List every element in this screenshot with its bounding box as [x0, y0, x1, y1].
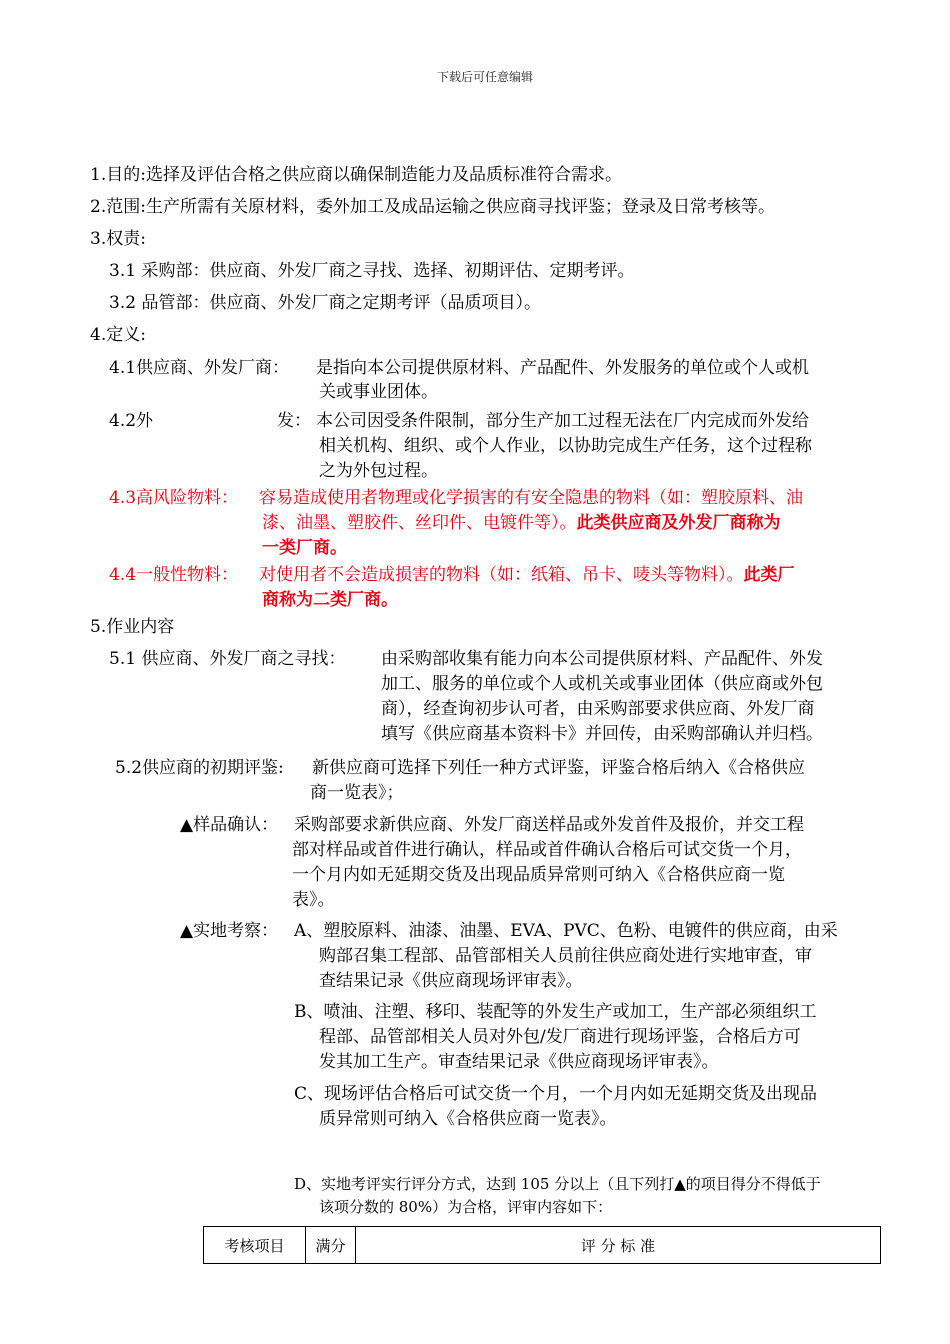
table-header-criteria: 评 分 标 准 [356, 1227, 881, 1264]
table-header-row [204, 1227, 881, 1264]
field-item-c: C、现场评估合格后可试交货一个月，一个月内如无延期交货及出现品 [294, 1084, 818, 1104]
section-3-2: 3.2 品管部：供应商、外发厂商之定期考评（品质项目）。 [109, 293, 541, 313]
def-4-3-text: 漆、油墨、塑胶件、丝印件、电镀件等）。 [262, 513, 577, 533]
section-4-title: 4.定义: [90, 325, 146, 345]
def-4-1-line: 是指向本公司提供原材料、产品配件、外发服务的单位或个人或机 [316, 358, 809, 378]
proc-5-2-line: 新供应商可选择下列任一种方式评鉴，评鉴合格后纳入《合格供应 [312, 758, 805, 778]
field-item-a: A、塑胶原料、油漆、油墨、EVA、PVC、色粉、电镀件的供应商，由采 [294, 921, 838, 941]
def-4-4-line [259, 562, 795, 588]
field-item-a: 购部召集工程部、品管部相关人员前往供应商处进行实地审查，审 [319, 946, 812, 966]
proc-5-1-line: 填写《供应商基本资料卡》并回传，由采购部确认并归档。 [381, 724, 823, 744]
sample-confirm-line: 表》。 [292, 890, 335, 910]
field-item-d: 该项分数的 80%）为合格，评审内容如下： [319, 1198, 613, 1216]
field-item-c: 质异常则可纳入《合格供应商一览表》。 [319, 1109, 617, 1129]
def-4-3-label: 4.3高风险物料： [109, 488, 239, 508]
section-3-1: 3.1 采购部：供应商、外发厂商之寻找、选择、初期评估、定期考评。 [109, 261, 635, 281]
proc-5-2-label: 5.2供应商的初期评鉴: [115, 758, 284, 778]
def-4-2-label: 4.2外 [109, 411, 154, 431]
proc-5-1-label: 5.1 供应商、外发厂商之寻找： [109, 649, 346, 669]
proc-5-1-line: 由采购部收集有能力向本公司提供原材料、产品配件、外发 [381, 649, 823, 669]
proc-5-1-line: 商），经查询初步认可者，由采购部要求供应商、外发厂商 [381, 699, 815, 719]
sample-confirm-line: 采购部要求新供应商、外发厂商送样品或外发首件及报价，并交工程 [294, 815, 804, 835]
def-4-3-bold: 此类供应商及外发厂商称为 [576, 513, 781, 533]
def-4-2-label: 发： [277, 411, 311, 431]
sample-confirm-line: 部对样品或首件进行确认，样品或首件确认合格后可试交货一个月， [292, 840, 802, 860]
def-4-3-bold: 一类厂商。 [262, 538, 347, 558]
section-5-title: 5.作业内容 [90, 617, 175, 637]
assessment-table [203, 1226, 881, 1264]
def-4-2-line: 相关机构、组织、或个人作业，以协助完成生产任务，这个过程称 [319, 436, 812, 456]
sample-confirm-line: 一个月内如无延期交货及出现品质异常则可纳入《合格供应商一览 [292, 865, 785, 885]
sample-confirm-label: ▲样品确认： [180, 815, 279, 835]
def-4-1-line: 关或事业团体。 [319, 382, 438, 402]
def-4-2-line: 之为外包过程。 [319, 461, 438, 481]
page-header: 下载后可任意编辑 [437, 70, 534, 84]
def-4-4-bold: 此类厂 [743, 565, 795, 585]
field-item-b: 发其加工生产。审查结果记录《供应商现场评审表》。 [319, 1052, 719, 1072]
section-1-purpose: 1.目的:选择及评估合格之供应商以确保制造能力及品质标准符合需求。 [90, 165, 622, 185]
def-4-4-text: 对使用者不会造成损害的物料（如：纸箱、吊卡、唛头等物料）。 [259, 565, 744, 585]
proc-5-1-line: 加工、服务的单位或个人或机关或事业团体（供应商或外包 [381, 674, 823, 694]
section-2-scope: 2.范围:生产所需有关原材料，委外加工及成品运输之供应商寻找评鉴；登录及日常考核等。 [90, 197, 775, 217]
def-4-3-line [262, 510, 781, 536]
def-4-4-label: 4.4一般性物料： [109, 565, 239, 585]
def-4-3-line: 容易造成使用者物理或化学损害的有安全隐患的物料（如：塑胶原料、油 [259, 488, 803, 508]
field-item-b: B、喷油、注塑、移印、装配等的外发生产或加工，生产部必须组织工 [294, 1002, 817, 1022]
def-4-1-label: 4.1供应商、外发厂商： [109, 358, 290, 378]
proc-5-2-line: 商一览表》； [310, 783, 404, 803]
table-header-item: 考核项目 [204, 1227, 306, 1264]
field-item-a: 查结果记录《供应商现场评审表》。 [319, 971, 583, 991]
field-item-b: 程部、品管部相关人员对外包/发厂商进行现场评鉴，合格后方可 [319, 1027, 801, 1047]
section-3-title: 3.权责: [90, 229, 146, 249]
table-header-fullscore: 满分 [306, 1227, 356, 1264]
def-4-4-bold: 商称为二类厂商。 [262, 590, 398, 610]
def-4-2-line: 本公司因受条件限制，部分生产加工过程无法在厂内完成而外发给 [316, 411, 809, 431]
field-item-d: D、实地考评实行评分方式，达到 105 分以上（且下列打▲的项目得分不得低于 [294, 1175, 821, 1193]
field-inspect-label: ▲实地考察： [180, 921, 279, 941]
